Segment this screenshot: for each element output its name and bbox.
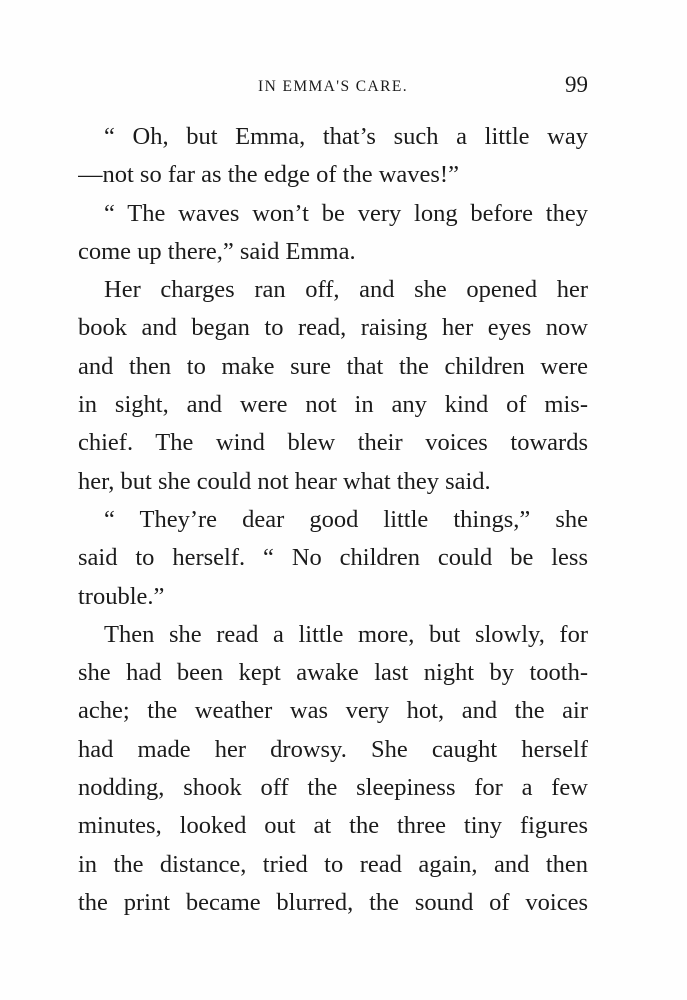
page-number: 99 — [565, 72, 588, 97]
text-line: chief. The wind blew their voices towards — [78, 429, 588, 457]
text-line: in sight, and were not in any kind of mis- — [78, 391, 588, 419]
text-line: Her charges ran off, and she opened her — [104, 276, 588, 304]
running-title: IN EMMA'S CARE. — [258, 78, 408, 95]
text-line: nodding, shook off the sleepiness for a few — [78, 774, 588, 802]
text-line: in the distance, tried to read again, and then — [78, 850, 588, 878]
text-line: “ The waves won’t be very long before they — [104, 199, 588, 227]
text-line: book and began to read, raising her eyes now — [78, 314, 588, 342]
text-line: and then to make sure that the children were — [78, 352, 588, 380]
text-line: Then she read a little more, but slowly, for — [104, 620, 588, 648]
text-line: she had been kept awake last night by tooth- — [78, 659, 588, 687]
text-line: said to herself. “ No children could be less — [78, 544, 588, 572]
text-line: —not so far as the edge of the waves!” — [78, 161, 459, 189]
running-head — [78, 72, 588, 102]
text-line: “ They’re dear good little things,” she — [104, 505, 588, 533]
text-line: the print became blurred, the sound of voices — [78, 888, 588, 916]
text-line: her, but she could not hear what they said. — [78, 467, 491, 495]
text-line: minutes, looked out at the three tiny figures — [78, 812, 588, 840]
text-line: trouble.” — [78, 582, 165, 610]
text-line: had made her drowsy. She caught herself — [78, 735, 588, 763]
body-text — [78, 118, 588, 922]
text-line: come up there,” said Emma. — [78, 237, 356, 265]
text-line: ache; the weather was very hot, and the air — [78, 697, 588, 725]
text-line: “ Oh, but Emma, that’s such a little way — [104, 123, 588, 150]
